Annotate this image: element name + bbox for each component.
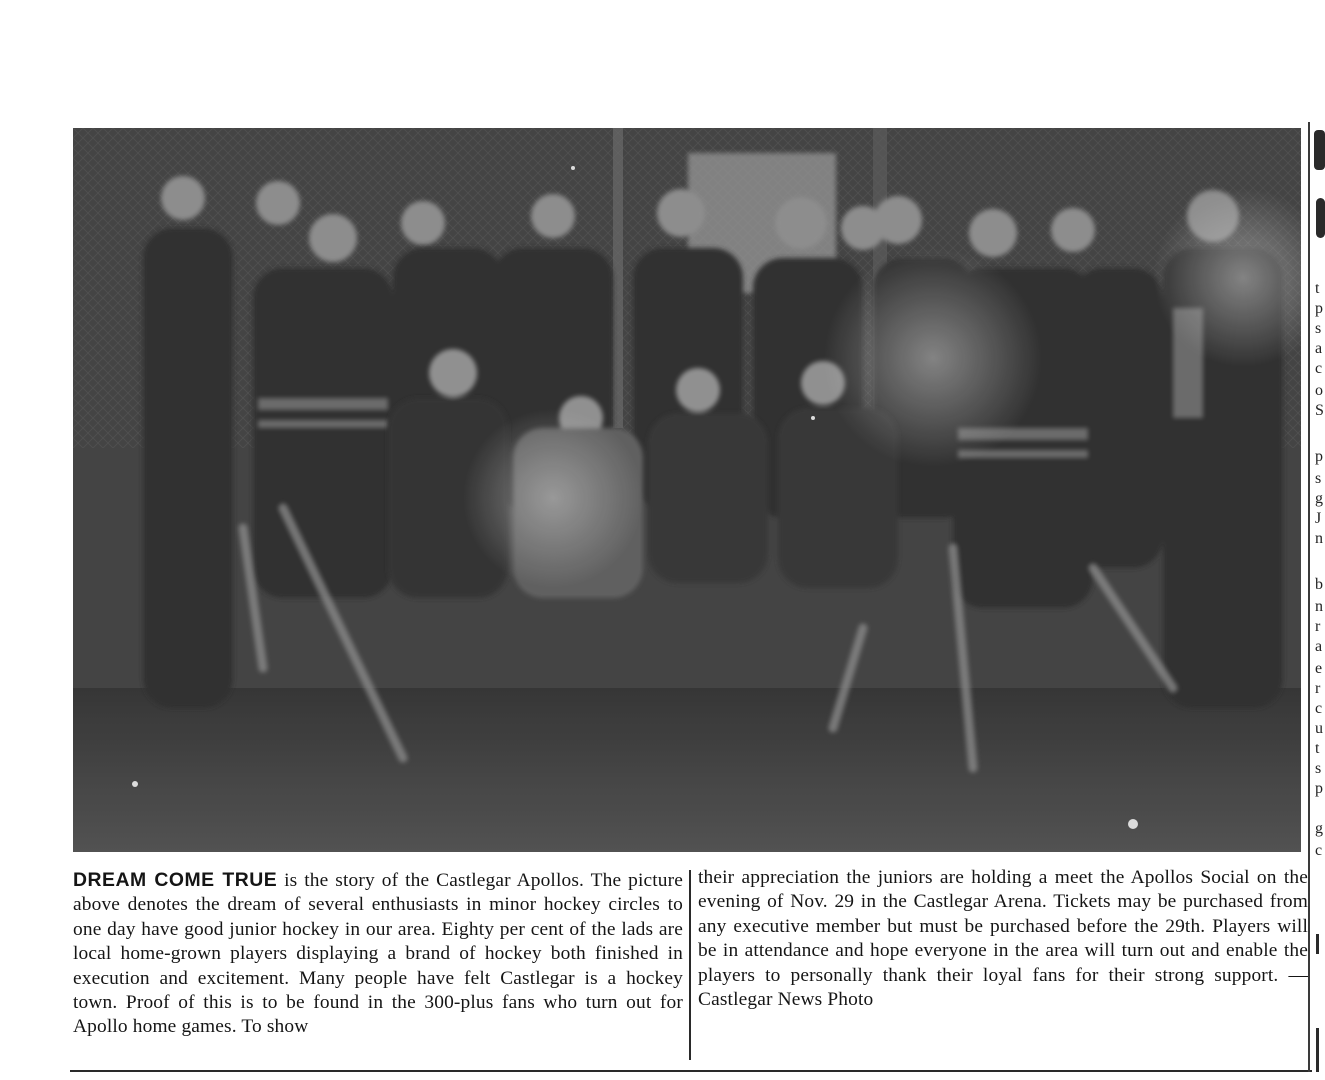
adjacent-column-letter: e xyxy=(1315,660,1323,677)
adjacent-column-letter: g xyxy=(1315,820,1323,837)
adjacent-column-letter: n xyxy=(1315,598,1323,615)
adjacent-column-letter: o xyxy=(1315,382,1323,399)
adjacent-column-letter: p xyxy=(1315,448,1323,465)
adjacent-column-letter: n xyxy=(1315,530,1323,547)
clipped-text-mark xyxy=(1316,934,1319,954)
adjacent-article-fragment xyxy=(1312,120,1325,1080)
column-divider xyxy=(689,870,691,1060)
adjacent-column-letter: s xyxy=(1315,470,1322,487)
adjacent-column-letter: r xyxy=(1315,680,1321,697)
clipped-text-mark xyxy=(1316,1028,1319,1072)
caption-right-text: their appreciation the juniors are holding a meet the Apollos Social on the evening of Nov. 29 in the Castlegar Arena. Tickets may be purchased from any executive member but must be purchased before the 29th. Players will be in attendance and hope everyone in the area will turn out and enable the players to personally thank their loyal fans for their strong support. — Castlegar News Photo xyxy=(698,867,1308,1011)
adjacent-column-letter: c xyxy=(1315,842,1323,859)
adjacent-column-letter: t xyxy=(1315,280,1320,297)
adjacent-column-letter: b xyxy=(1315,576,1323,593)
adjacent-column-letter: a xyxy=(1315,638,1323,655)
adjacent-column-letter: p xyxy=(1315,780,1323,797)
adjacent-column-letter: g xyxy=(1315,490,1323,507)
caption-left-text: is the story of the Castlegar Apollos. The picture above denotes the dream of several enthusiasts in minor hockey circles to one day have good junior hockey in our area. Eighty per cent of the lads are local home-grown players displaying a brand of hockey both finished in execution and excitement. Many people have felt Castlegar is a hockey town. Proof of this is to be found in the 300-plus fans who turn out for Apollo home games. To show xyxy=(73,870,683,1038)
adjacent-column-letter: u xyxy=(1315,720,1323,737)
adjacent-column-letter: s xyxy=(1315,320,1322,337)
clipped-headline-mark xyxy=(1314,130,1325,170)
caption-left-column xyxy=(73,868,683,1064)
photo-image xyxy=(73,128,1301,852)
caption-headline: DREAM COME TRUE xyxy=(73,869,278,891)
adjacent-column-letter: t xyxy=(1315,740,1320,757)
adjacent-column-letter: c xyxy=(1315,360,1323,377)
adjacent-column-letter: r xyxy=(1315,618,1321,635)
caption-right-column xyxy=(698,866,1308,1062)
adjacent-column-letter: a xyxy=(1315,340,1323,357)
adjacent-column-letter: J xyxy=(1315,510,1322,527)
bottom-rule xyxy=(70,1070,1312,1072)
team-photograph xyxy=(73,128,1301,852)
adjacent-column-letter: S xyxy=(1315,402,1324,419)
clipped-headline-mark xyxy=(1316,198,1325,238)
adjacent-column-letter: p xyxy=(1315,300,1323,317)
page-edge-rule xyxy=(1308,122,1310,1072)
adjacent-column-letter: c xyxy=(1315,700,1323,717)
adjacent-column-letter: s xyxy=(1315,760,1322,777)
